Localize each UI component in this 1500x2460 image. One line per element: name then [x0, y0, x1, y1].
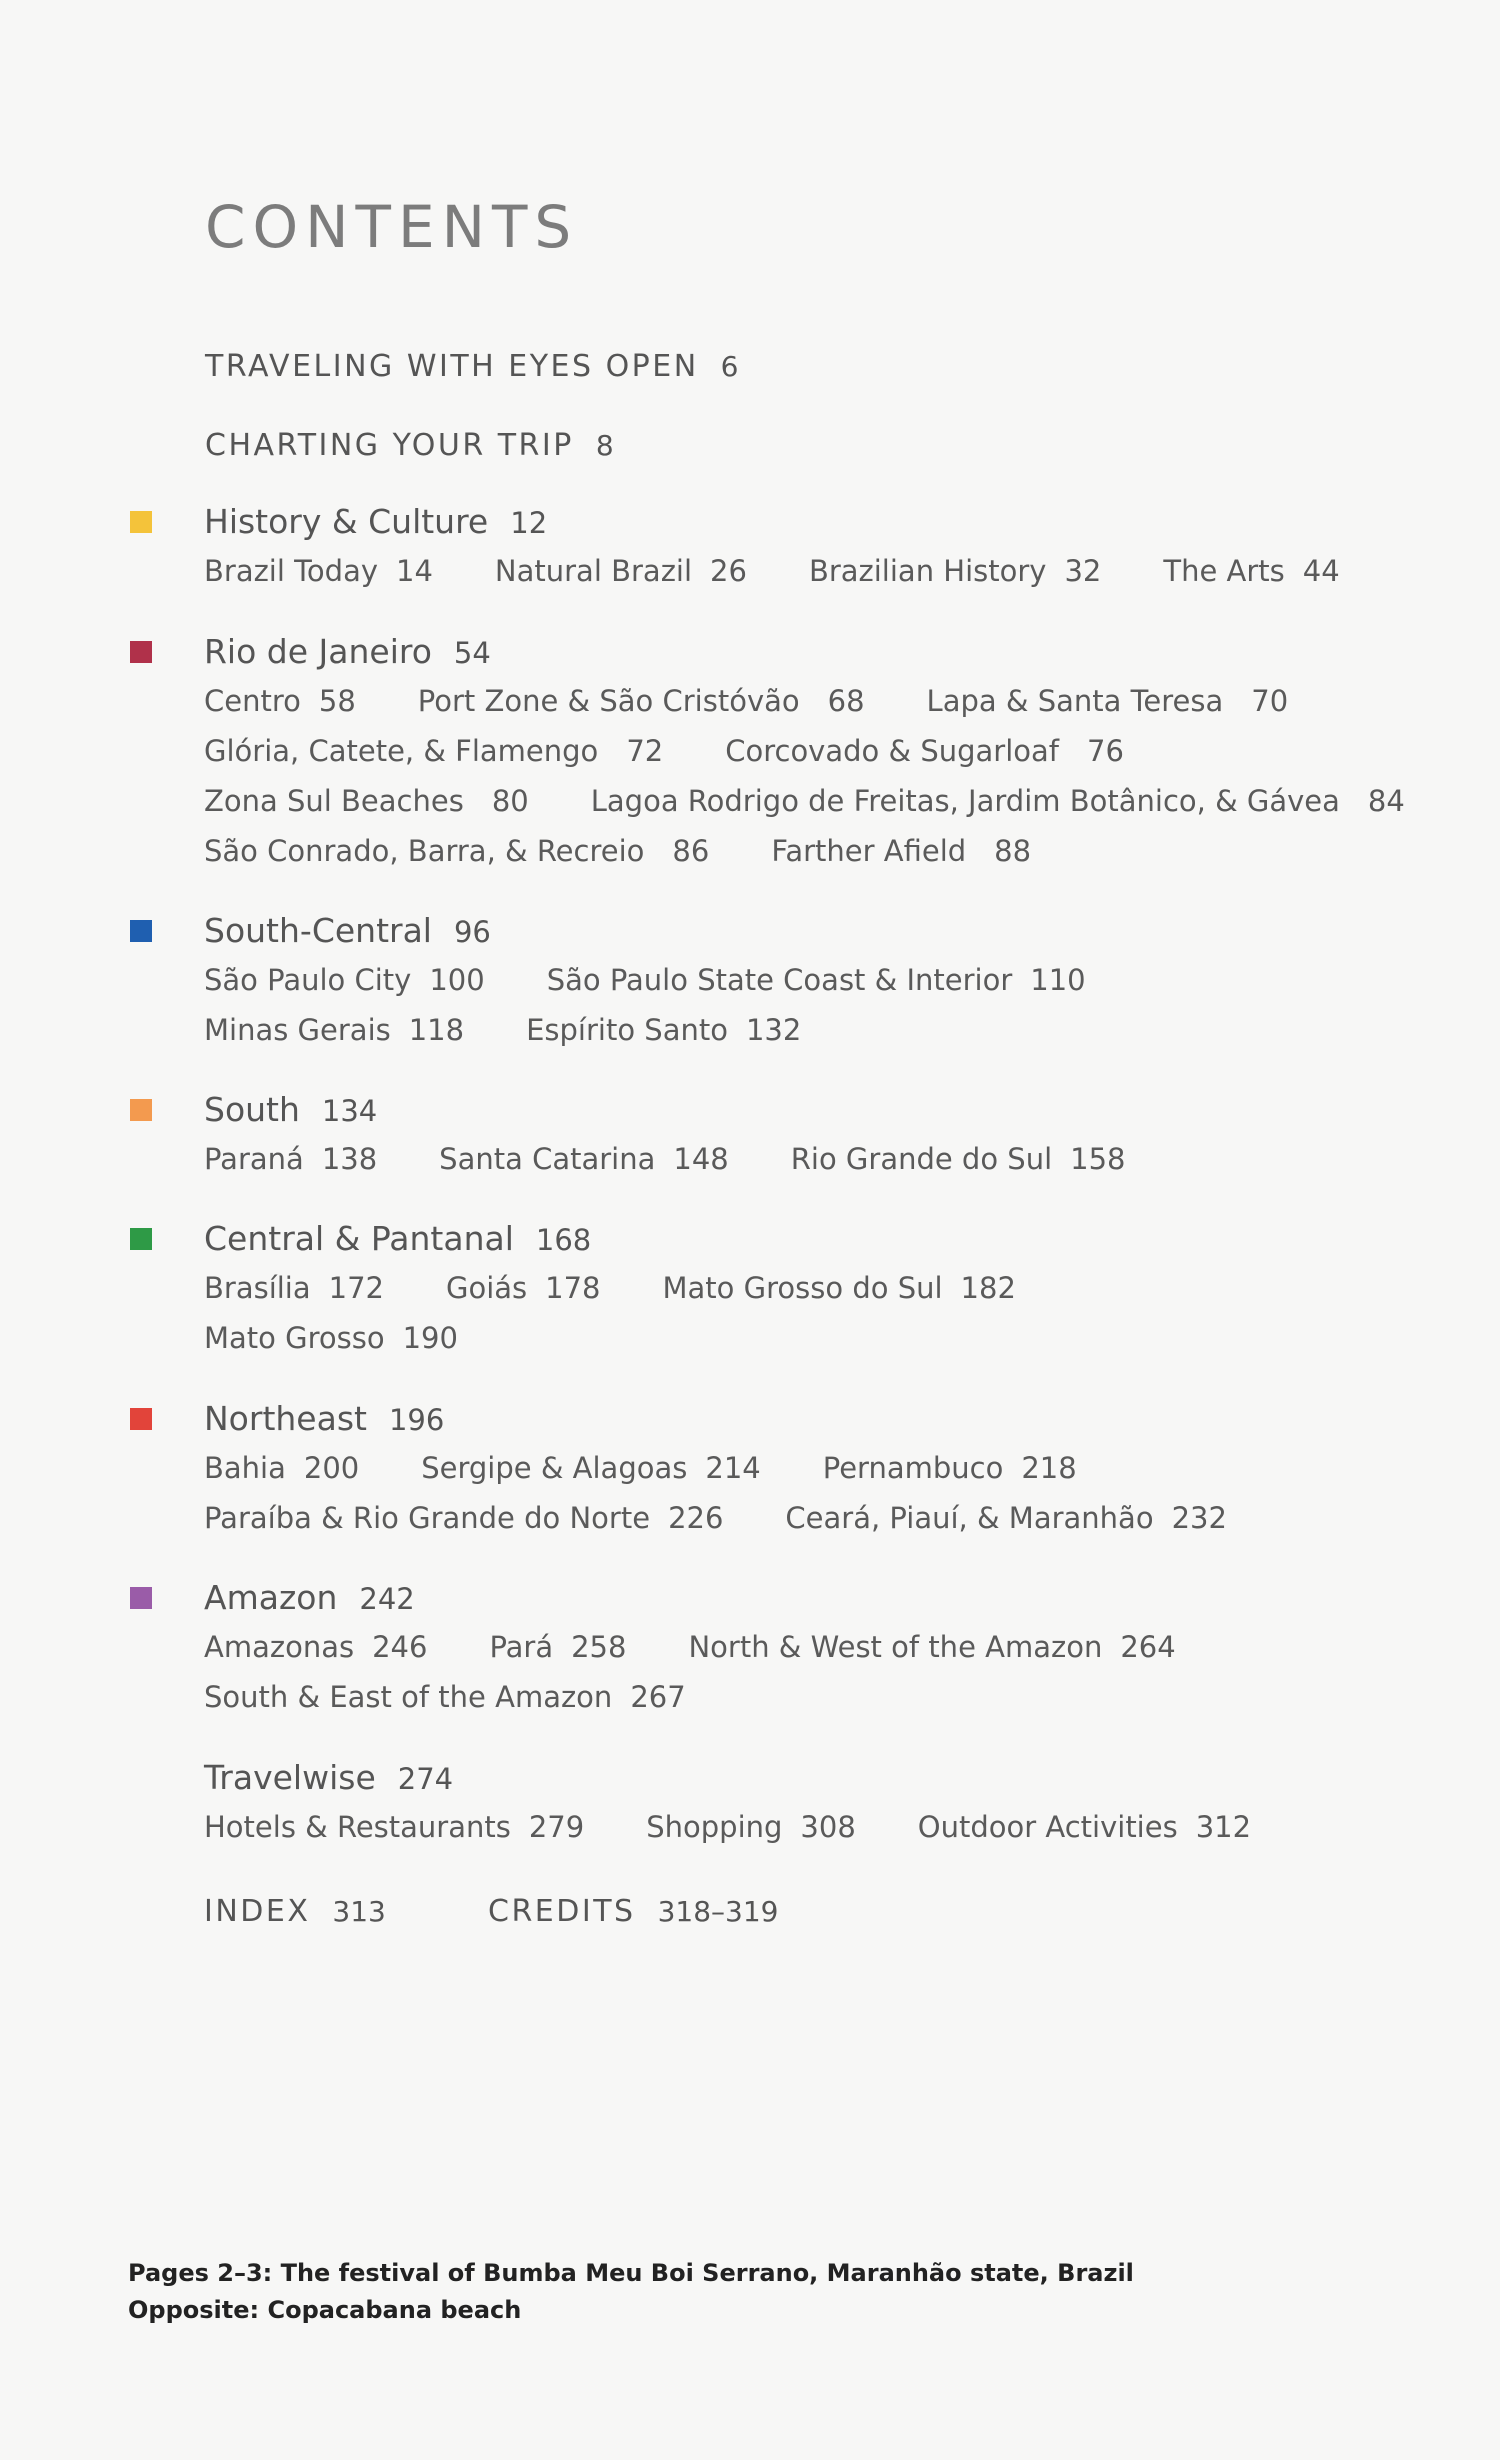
chapter-row: [204, 1271, 1016, 1305]
chapter-label: Natural Brazil: [494, 554, 693, 588]
toc-item-index[interactable]: [204, 1894, 386, 1929]
chapter-page: 148: [673, 1142, 729, 1176]
chapter-entry[interactable]: [526, 1013, 802, 1047]
chapter-label: Port Zone & São Cristóvão: [417, 684, 800, 718]
chapter-page: 190: [402, 1321, 458, 1355]
chapter-page: 312: [1195, 1810, 1252, 1844]
chapter-entry[interactable]: [917, 1810, 1252, 1844]
section-page: 54: [453, 636, 491, 670]
section-page: 12: [510, 506, 548, 540]
chapter-entry[interactable]: [590, 784, 1405, 818]
chapter-row: [204, 1142, 1126, 1176]
section-page: 96: [453, 915, 491, 949]
chapter-entry[interactable]: [204, 963, 485, 997]
chapter-page: 267: [630, 1680, 686, 1714]
chapter-label: Zona Sul Beaches: [204, 784, 464, 818]
chapter-page: 172: [328, 1271, 384, 1305]
chapter-row: [204, 1013, 802, 1047]
chapter-entry[interactable]: [662, 1271, 1016, 1305]
chapter-page: 70: [1251, 684, 1289, 718]
chapter-label: Pará: [489, 1630, 554, 1664]
chapter-entry[interactable]: [822, 1451, 1077, 1485]
chapter-label: Mato Grosso: [204, 1321, 385, 1355]
chapter-label: Bahia: [204, 1451, 286, 1485]
chapter-label: Santa Catarina: [439, 1142, 656, 1176]
chapter-entry[interactable]: [204, 1321, 458, 1355]
toc-item-page: 313: [332, 1895, 386, 1928]
chapter-page: 258: [571, 1630, 627, 1664]
chapter-page: 218: [1021, 1451, 1077, 1485]
toc-item-page: 6: [720, 350, 739, 383]
chapter-page: 32: [1064, 554, 1102, 588]
section-title[interactable]: [204, 502, 548, 541]
chapter-entry[interactable]: [646, 1810, 856, 1844]
chapter-label: São Paulo State Coast & Interior: [546, 963, 1013, 997]
toc-item-traveling-with-eyes-open[interactable]: [205, 349, 739, 384]
chapter-label: Goiás: [446, 1271, 528, 1305]
toc-item-label: CHARTING YOUR TRIP: [205, 428, 574, 463]
toc-item-page: 318–319: [657, 1895, 779, 1928]
chapter-page: 76: [1087, 734, 1124, 768]
chapter-page: 178: [545, 1271, 601, 1305]
chapter-label: Glória, Catete, & Flamengo: [204, 734, 599, 768]
chapter-label: Amazonas: [204, 1630, 355, 1664]
chapter-page: 86: [672, 834, 710, 868]
chapter-page: 44: [1302, 554, 1340, 588]
chapter-entry[interactable]: [446, 1271, 601, 1305]
chapter-entry[interactable]: [725, 734, 1124, 768]
chapter-page: 72: [626, 734, 664, 768]
chapter-entry[interactable]: [808, 554, 1102, 588]
toc-item-page: 8: [595, 429, 614, 462]
chapter-label: Espírito Santo: [526, 1013, 728, 1047]
chapter-entry[interactable]: [494, 554, 747, 588]
chapter-entry[interactable]: [790, 1142, 1126, 1176]
chapter-entry[interactable]: [204, 1013, 465, 1047]
section-color-swatch: [130, 1228, 152, 1250]
chapter-entry[interactable]: [785, 1501, 1227, 1535]
chapter-page: 279: [528, 1810, 585, 1844]
section-title[interactable]: [204, 1578, 415, 1617]
chapter-row: [204, 1810, 1252, 1844]
section-color-swatch: [130, 641, 152, 663]
chapter-label: The Arts: [1163, 554, 1285, 588]
chapter-label: São Conrado, Barra, & Recreio: [204, 834, 645, 868]
section-page: 196: [388, 1403, 445, 1437]
section-title[interactable]: [204, 632, 491, 671]
section-title[interactable]: [204, 911, 491, 950]
chapter-entry[interactable]: [439, 1142, 729, 1176]
chapter-row: [204, 1630, 1176, 1664]
chapter-entry[interactable]: [204, 684, 356, 718]
chapter-page: 246: [372, 1630, 428, 1664]
section-title[interactable]: [204, 1090, 378, 1129]
section-title-label: Rio de Janeiro: [204, 632, 432, 671]
chapter-page: 138: [321, 1142, 378, 1176]
chapter-page: 88: [994, 834, 1032, 868]
section-title[interactable]: [204, 1219, 592, 1258]
section-color-swatch: [130, 511, 152, 533]
chapter-label: Brasília: [204, 1271, 311, 1305]
chapter-label: North & West of the Amazon: [688, 1630, 1103, 1664]
toc-item-label: INDEX: [204, 1894, 311, 1929]
chapter-entry[interactable]: [204, 1630, 428, 1664]
chapter-page: 100: [429, 963, 485, 997]
section-page: 134: [321, 1094, 378, 1128]
chapter-label: Outdoor Activities: [917, 1810, 1178, 1844]
chapter-label: Lagoa Rodrigo de Freitas, Jardim Botânico, & Gávea: [590, 784, 1340, 818]
chapter-label: Mato Grosso do Sul: [662, 1271, 943, 1305]
toc-item-credits[interactable]: [488, 1894, 779, 1929]
toc-item-label: CREDITS: [488, 1894, 636, 1929]
chapter-page: 80: [491, 784, 529, 818]
chapter-label: Shopping: [646, 1810, 783, 1844]
chapter-entry[interactable]: [204, 1142, 378, 1176]
section-title[interactable]: [204, 1758, 454, 1797]
chapter-label: Hotels & Restaurants: [204, 1810, 511, 1844]
chapter-entry[interactable]: [417, 684, 865, 718]
chapter-entry[interactable]: [926, 684, 1289, 718]
chapter-label: Brazilian History: [808, 554, 1047, 588]
chapter-page: 132: [745, 1013, 802, 1047]
chapter-label: Rio Grande do Sul: [790, 1142, 1053, 1176]
section-color-swatch: [130, 1099, 152, 1121]
chapter-label: Minas Gerais: [204, 1013, 391, 1047]
chapter-row: [204, 554, 1340, 588]
chapter-row: [204, 784, 1405, 818]
chapter-page: 200: [303, 1451, 360, 1485]
chapter-entry[interactable]: [771, 834, 1032, 868]
chapter-entry[interactable]: [204, 1501, 724, 1535]
chapter-entry[interactable]: [204, 1810, 585, 1844]
chapter-page: 110: [1030, 963, 1086, 997]
chapter-page: 232: [1171, 1501, 1227, 1535]
chapter-page: 158: [1070, 1142, 1126, 1176]
chapter-row: [204, 1680, 686, 1714]
section-title-label: South: [204, 1090, 300, 1129]
chapter-label: Pernambuco: [822, 1451, 1004, 1485]
chapter-row: [204, 834, 1032, 868]
chapter-entry[interactable]: [421, 1451, 761, 1485]
toc-item-label: TRAVELING WITH EYES OPEN: [205, 349, 699, 384]
page-title: CONTENTS: [205, 193, 579, 261]
chapter-row: [204, 1321, 458, 1355]
chapter-page: 68: [827, 684, 865, 718]
chapter-page: 58: [318, 684, 356, 718]
chapter-label: Paraíba & Rio Grande do Norte: [204, 1501, 651, 1535]
photo-caption: [128, 2255, 1134, 2329]
chapter-label: Farther Afield: [771, 834, 967, 868]
chapter-label: Sergipe & Alagoas: [421, 1451, 688, 1485]
section-page: 274: [397, 1762, 454, 1796]
section-color-swatch: [130, 1587, 152, 1609]
chapter-entry[interactable]: [204, 1271, 384, 1305]
chapter-page: 118: [408, 1013, 465, 1047]
section-title-label: Northeast: [204, 1399, 367, 1438]
chapter-row: [204, 1451, 1077, 1485]
chapter-label: Paraná: [204, 1142, 304, 1176]
chapter-label: South & East of the Amazon: [204, 1680, 613, 1714]
section-title-label: Amazon: [204, 1578, 338, 1617]
caption-line-1: Pages 2–3: The festival of Bumba Meu Boi Serrano, Maranhão state, Brazil: [128, 2259, 1134, 2287]
section-page: 168: [535, 1223, 592, 1257]
chapter-page: 264: [1120, 1630, 1176, 1664]
chapter-row: [204, 1501, 1227, 1535]
chapter-page: 26: [710, 554, 747, 588]
chapter-entry[interactable]: [489, 1630, 627, 1664]
chapter-entry[interactable]: [204, 554, 433, 588]
chapter-page: 214: [705, 1451, 761, 1485]
chapter-row: [204, 734, 1124, 768]
chapter-entry[interactable]: [204, 834, 710, 868]
chapter-row: [204, 963, 1086, 997]
chapter-row: [204, 684, 1289, 718]
section-title[interactable]: [204, 1399, 445, 1438]
chapter-label: Corcovado & Sugarloaf: [725, 734, 1059, 768]
section-page: 242: [359, 1582, 415, 1616]
section-title-label: History & Culture: [204, 502, 489, 541]
chapter-entry[interactable]: [204, 784, 529, 818]
section-title-label: Travelwise: [204, 1758, 376, 1797]
chapter-page: 182: [960, 1271, 1016, 1305]
section-color-swatch: [130, 920, 152, 942]
section-title-label: South-Central: [204, 911, 432, 950]
section-title-label: Central & Pantanal: [204, 1219, 514, 1258]
chapter-entry[interactable]: [204, 1451, 360, 1485]
caption-line-2: Opposite: Copacabana beach: [128, 2296, 522, 2324]
chapter-entry[interactable]: [204, 1680, 686, 1714]
toc-item-charting-your-trip[interactable]: [205, 428, 614, 463]
chapter-page: 84: [1367, 784, 1405, 818]
chapter-entry[interactable]: [688, 1630, 1176, 1664]
chapter-label: Ceará, Piauí, & Maranhão: [785, 1501, 1154, 1535]
chapter-label: Brazil Today: [204, 554, 379, 588]
chapter-label: Lapa & Santa Teresa: [926, 684, 1224, 718]
chapter-entry[interactable]: [546, 963, 1086, 997]
chapter-entry[interactable]: [204, 734, 664, 768]
chapter-page: 308: [800, 1810, 856, 1844]
chapter-page: 226: [668, 1501, 724, 1535]
chapter-label: São Paulo City: [204, 963, 412, 997]
chapter-label: Centro: [204, 684, 301, 718]
chapter-entry[interactable]: [1163, 554, 1340, 588]
chapter-page: 14: [396, 554, 433, 588]
section-color-swatch: [130, 1408, 152, 1430]
